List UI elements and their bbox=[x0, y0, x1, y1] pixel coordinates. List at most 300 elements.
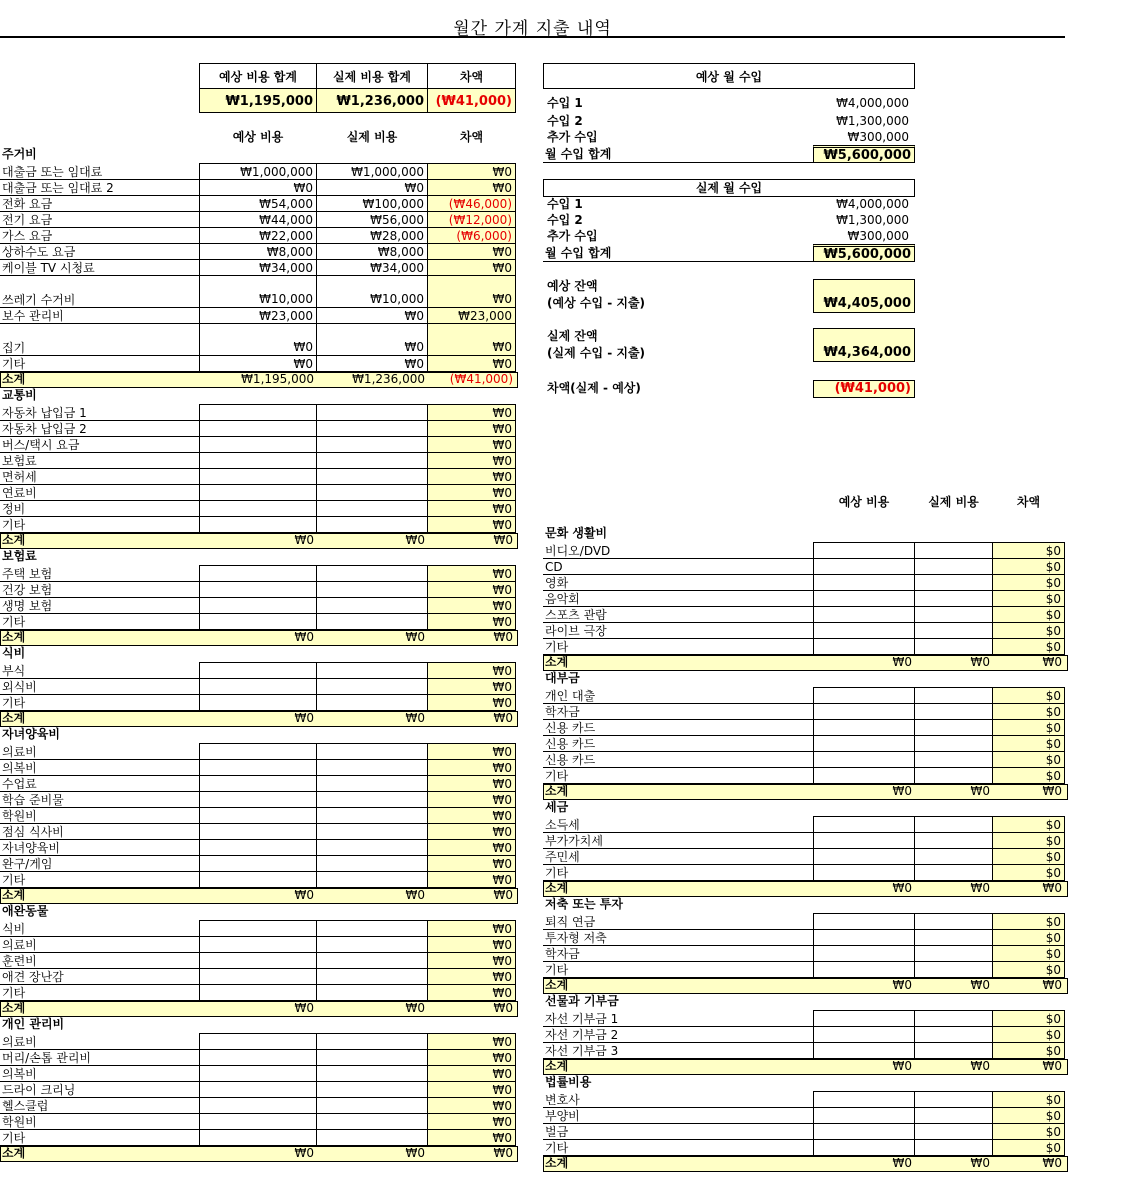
difference-cell: ₩0 bbox=[427, 1065, 516, 1082]
projected-cost-cell[interactable] bbox=[199, 984, 317, 1001]
projected-cost-cell[interactable] bbox=[813, 590, 915, 607]
projected-cost-cell[interactable] bbox=[199, 500, 317, 517]
projected-cost-cell[interactable] bbox=[199, 694, 317, 711]
subtotal-label: 소계 bbox=[545, 978, 569, 992]
projected-cost-cell[interactable] bbox=[813, 719, 915, 736]
projected-cost-cell[interactable] bbox=[813, 929, 915, 946]
subtotal-projected: ₩0 bbox=[892, 1059, 912, 1073]
actual-cost-cell[interactable]: ₩100,000 bbox=[316, 195, 428, 212]
projected-cost-cell[interactable] bbox=[813, 558, 915, 575]
projected-cost-cell[interactable]: ₩0 bbox=[199, 323, 317, 356]
difference-cell: ₩0 bbox=[427, 581, 516, 598]
row-label: 영화 bbox=[543, 574, 814, 591]
difference-cell: $0 bbox=[992, 1091, 1065, 1108]
subtotal-label: 소계 bbox=[2, 630, 26, 644]
projected-cost-cell[interactable] bbox=[199, 468, 317, 485]
projected-income-value-3[interactable]: ₩300,000 bbox=[847, 130, 909, 144]
actual-cost-cell[interactable] bbox=[316, 452, 428, 469]
actual-cost-cell[interactable] bbox=[914, 864, 993, 881]
actual-cost-cell[interactable] bbox=[316, 1049, 428, 1066]
difference-cell: ₩0 bbox=[427, 791, 516, 808]
section-title: 보험료 bbox=[2, 549, 37, 563]
subtotal-actual: ₩0 bbox=[405, 888, 425, 902]
actual-cost-cell[interactable]: ₩1,000,000 bbox=[316, 163, 428, 180]
row-label: 드라이 크리닝 bbox=[0, 1081, 199, 1098]
projected-cost-cell[interactable] bbox=[813, 622, 915, 639]
actual-cost-cell[interactable] bbox=[316, 662, 428, 679]
row-label: 신용 카드 bbox=[543, 751, 814, 768]
actual-cost-cell[interactable] bbox=[316, 807, 428, 824]
actual-cost-cell[interactable] bbox=[316, 775, 428, 792]
difference-cell: $0 bbox=[992, 1010, 1065, 1027]
summary-diff-total[interactable]: (₩41,000) bbox=[427, 88, 516, 113]
subtotal-actual: ₩0 bbox=[405, 533, 425, 547]
actual-cost-cell[interactable] bbox=[914, 1107, 993, 1124]
section-title: 문화 생활비 bbox=[545, 526, 608, 540]
actual-cost-cell[interactable] bbox=[316, 678, 428, 695]
actual-cost-cell[interactable] bbox=[914, 832, 993, 849]
row-label: 기타 bbox=[0, 694, 199, 711]
summary-actual-total[interactable]: ₩1,236,000 bbox=[316, 88, 428, 113]
row-label: 점심 식사비 bbox=[0, 823, 199, 840]
difference-cell: $0 bbox=[992, 719, 1065, 736]
actual-cost-cell[interactable] bbox=[914, 542, 993, 559]
projected-cost-cell[interactable] bbox=[813, 848, 915, 865]
difference-cell: $0 bbox=[992, 542, 1065, 559]
actual-cost-cell[interactable] bbox=[914, 590, 993, 607]
projected-cost-cell[interactable] bbox=[813, 687, 915, 704]
actual-cost-cell[interactable] bbox=[914, 1042, 993, 1059]
projected-cost-cell[interactable] bbox=[199, 662, 317, 679]
actual-income-value-2[interactable]: ₩1,300,000 bbox=[836, 213, 909, 227]
projected-cost-cell[interactable] bbox=[199, 807, 317, 824]
projected-cost-cell[interactable] bbox=[813, 816, 915, 833]
actual-cost-cell[interactable]: ₩0 bbox=[316, 179, 428, 196]
projected-cost-cell[interactable] bbox=[199, 823, 317, 840]
subtotal-actual: ₩0 bbox=[970, 1156, 990, 1170]
actual-income-title: 실제 월 수입 bbox=[543, 179, 915, 197]
actual-cost-cell[interactable]: ₩8,000 bbox=[316, 243, 428, 260]
row-label: 비디오/DVD bbox=[543, 542, 814, 559]
projected-cost-cell[interactable] bbox=[199, 484, 317, 501]
actual-cost-cell[interactable] bbox=[316, 759, 428, 776]
actual-cost-cell[interactable] bbox=[914, 929, 993, 946]
difference-cell: ₩0 bbox=[427, 613, 516, 630]
actual-cost-cell[interactable] bbox=[914, 816, 993, 833]
projected-cost-cell[interactable] bbox=[199, 436, 317, 453]
actual-cost-cell[interactable] bbox=[316, 436, 428, 453]
subtotal-difference: ₩0 bbox=[493, 888, 513, 902]
projected-cost-cell[interactable] bbox=[199, 613, 317, 630]
difference-cell: ₩0 bbox=[427, 920, 516, 937]
difference-cell: ₩0 bbox=[427, 452, 516, 469]
actual-balance-label: 실제 잔액 bbox=[547, 329, 598, 343]
subtotal-projected: ₩0 bbox=[294, 1001, 314, 1015]
actual-cost-cell[interactable]: ₩0 bbox=[316, 355, 428, 372]
actual-cost-cell[interactable] bbox=[316, 855, 428, 872]
difference-cell: $0 bbox=[992, 945, 1065, 962]
difference-cell: $0 bbox=[992, 606, 1065, 623]
row-label: 자동차 납입금 1 bbox=[0, 404, 199, 421]
actual-income-total-label: 월 수입 합계 bbox=[543, 246, 915, 262]
section-title: 개인 관리비 bbox=[2, 1017, 65, 1031]
row-label: 전화 요금 bbox=[0, 195, 199, 212]
difference-cell: $0 bbox=[992, 638, 1065, 655]
actual-cost-cell[interactable] bbox=[914, 913, 993, 930]
projected-cost-cell[interactable] bbox=[813, 1010, 915, 1027]
projected-cost-cell[interactable] bbox=[199, 936, 317, 953]
subtotal-projected: ₩1,195,000 bbox=[241, 372, 314, 386]
projected-cost-cell[interactable] bbox=[813, 864, 915, 881]
projected-cost-cell[interactable] bbox=[199, 516, 317, 533]
subtotal-actual: ₩1,236,000 bbox=[352, 372, 425, 386]
row-label: 면허세 bbox=[0, 468, 199, 485]
difference-cell: ₩0 bbox=[427, 484, 516, 501]
right-header-diff: 차액 bbox=[1016, 495, 1041, 509]
difference-cell: $0 bbox=[992, 1123, 1065, 1140]
projected-cost-cell[interactable] bbox=[813, 913, 915, 930]
actual-cost-cell[interactable]: ₩56,000 bbox=[316, 211, 428, 228]
summary-diff-header: 차액 bbox=[427, 63, 516, 89]
sheet-title: 월간 가계 지출 내역 bbox=[453, 19, 612, 39]
difference-cell: ₩0 bbox=[427, 839, 516, 856]
difference-cell: $0 bbox=[992, 558, 1065, 575]
difference-cell: ₩0 bbox=[427, 565, 516, 582]
row-label: 대출금 또는 임대료 2 bbox=[0, 179, 199, 196]
projected-cost-cell[interactable]: ₩10,000 bbox=[199, 275, 317, 308]
projected-income-label-1: 수입 1 bbox=[547, 96, 583, 110]
projected-cost-cell[interactable]: ₩0 bbox=[199, 355, 317, 372]
difference-cell: ₩0 bbox=[427, 743, 516, 760]
difference-cell: ₩0 bbox=[427, 404, 516, 421]
actual-cost-cell[interactable] bbox=[914, 961, 993, 978]
difference-cell: (₩46,000) bbox=[427, 195, 516, 212]
actual-cost-cell[interactable] bbox=[914, 751, 993, 768]
projected-cost-cell[interactable] bbox=[199, 420, 317, 437]
projected-cost-cell[interactable] bbox=[199, 1049, 317, 1066]
difference-cell: $0 bbox=[992, 864, 1065, 881]
projected-cost-cell[interactable] bbox=[199, 1033, 317, 1050]
actual-cost-cell[interactable] bbox=[316, 1129, 428, 1146]
actual-cost-cell[interactable] bbox=[316, 484, 428, 501]
difference-cell: ₩0 bbox=[427, 436, 516, 453]
actual-cost-cell[interactable] bbox=[316, 1113, 428, 1130]
section-title: 자녀양육비 bbox=[2, 727, 60, 741]
difference-cell: $0 bbox=[992, 832, 1065, 849]
summary-projected-total[interactable]: ₩1,195,000 bbox=[199, 88, 317, 113]
row-label: 학자금 bbox=[543, 945, 814, 962]
subtotal-difference: ₩0 bbox=[1042, 1156, 1062, 1170]
subtotal-actual: ₩0 bbox=[970, 881, 990, 895]
projected-cost-cell[interactable] bbox=[813, 1042, 915, 1059]
projected-cost-cell[interactable] bbox=[199, 855, 317, 872]
difference-cell: ₩0 bbox=[427, 952, 516, 969]
actual-cost-cell[interactable] bbox=[316, 404, 428, 421]
actual-cost-cell[interactable] bbox=[914, 558, 993, 575]
row-label: 신용 카드 bbox=[543, 719, 814, 736]
actual-cost-cell[interactable] bbox=[914, 1139, 993, 1156]
subtotal-label: 소계 bbox=[2, 1001, 26, 1015]
subtotal-actual: ₩0 bbox=[405, 1146, 425, 1160]
row-label: 기타 bbox=[0, 516, 199, 533]
projected-cost-cell[interactable] bbox=[199, 404, 317, 421]
actual-cost-cell[interactable] bbox=[316, 500, 428, 517]
section-title: 선물과 기부금 bbox=[545, 994, 619, 1008]
projected-cost-cell[interactable] bbox=[199, 565, 317, 582]
actual-cost-cell[interactable] bbox=[316, 565, 428, 582]
projected-cost-cell[interactable] bbox=[199, 1129, 317, 1146]
projected-cost-cell[interactable] bbox=[813, 1123, 915, 1140]
projected-cost-cell[interactable] bbox=[813, 767, 915, 784]
subtotal-projected: ₩0 bbox=[294, 533, 314, 547]
row-label: 기타 bbox=[0, 984, 199, 1001]
row-label: 자선 기부금 2 bbox=[543, 1026, 814, 1043]
actual-cost-cell[interactable] bbox=[914, 574, 993, 591]
difference-cell: ₩0 bbox=[427, 968, 516, 985]
difference-cell: ₩0 bbox=[427, 807, 516, 824]
difference-cell: ₩0 bbox=[427, 855, 516, 872]
row-label: 가스 요금 bbox=[0, 227, 199, 244]
actual-cost-cell[interactable] bbox=[316, 1081, 428, 1098]
projected-income-value-1[interactable]: ₩4,000,000 bbox=[836, 96, 909, 110]
projected-cost-cell[interactable] bbox=[199, 920, 317, 937]
projected-cost-cell[interactable] bbox=[199, 791, 317, 808]
actual-cost-cell[interactable] bbox=[914, 687, 993, 704]
subtotal-actual: ₩0 bbox=[405, 1001, 425, 1015]
actual-cost-cell[interactable]: ₩0 bbox=[316, 307, 428, 324]
actual-cost-cell[interactable] bbox=[914, 1123, 993, 1140]
subtotal-projected: ₩0 bbox=[892, 978, 912, 992]
actual-cost-cell[interactable] bbox=[914, 1091, 993, 1108]
actual-cost-cell[interactable] bbox=[316, 920, 428, 937]
projected-cost-cell[interactable] bbox=[813, 638, 915, 655]
row-label: 기타 bbox=[0, 1129, 199, 1146]
balance-difference-value[interactable]: (₩41,000) bbox=[813, 380, 915, 398]
projected-cost-cell[interactable] bbox=[199, 597, 317, 614]
actual-cost-cell[interactable]: ₩34,000 bbox=[316, 259, 428, 276]
difference-cell: ₩0 bbox=[427, 662, 516, 679]
row-label: 머리/손톱 관리비 bbox=[0, 1049, 199, 1066]
subtotal-actual: ₩0 bbox=[970, 655, 990, 669]
row-label: 기타 bbox=[543, 864, 814, 881]
projected-balance-value[interactable]: ₩4,405,000 bbox=[813, 279, 915, 313]
actual-cost-cell[interactable] bbox=[316, 791, 428, 808]
projected-cost-cell[interactable] bbox=[813, 832, 915, 849]
projected-cost-cell[interactable] bbox=[813, 1107, 915, 1124]
actual-cost-cell[interactable] bbox=[316, 936, 428, 953]
row-label: 자동차 납입금 2 bbox=[0, 420, 199, 437]
actual-cost-cell[interactable] bbox=[914, 1010, 993, 1027]
projected-cost-cell[interactable]: ₩44,000 bbox=[199, 211, 317, 228]
subtotal-actual: ₩0 bbox=[405, 711, 425, 725]
actual-cost-cell[interactable] bbox=[316, 597, 428, 614]
difference-cell: $0 bbox=[992, 622, 1065, 639]
row-label: 기타 bbox=[543, 1139, 814, 1156]
actual-cost-cell[interactable]: ₩28,000 bbox=[316, 227, 428, 244]
projected-cost-cell[interactable] bbox=[813, 1091, 915, 1108]
projected-cost-cell[interactable] bbox=[199, 1081, 317, 1098]
actual-income-label-1: 수입 1 bbox=[547, 197, 583, 211]
projected-cost-cell[interactable]: ₩54,000 bbox=[199, 195, 317, 212]
actual-cost-cell[interactable] bbox=[914, 622, 993, 639]
actual-cost-cell[interactable] bbox=[316, 968, 428, 985]
projected-cost-cell[interactable] bbox=[813, 945, 915, 962]
actual-cost-cell[interactable] bbox=[316, 581, 428, 598]
subtotal-label: 소계 bbox=[2, 711, 26, 725]
actual-cost-cell[interactable] bbox=[914, 703, 993, 720]
actual-cost-cell[interactable] bbox=[316, 984, 428, 1001]
difference-cell: ₩23,000 bbox=[427, 307, 516, 324]
row-label: 소득세 bbox=[543, 816, 814, 833]
subtotal-actual: ₩0 bbox=[405, 630, 425, 644]
row-label: 자선 기부금 1 bbox=[543, 1010, 814, 1027]
difference-cell: $0 bbox=[992, 1107, 1065, 1124]
projected-cost-cell[interactable] bbox=[199, 678, 317, 695]
actual-cost-cell[interactable] bbox=[316, 839, 428, 856]
subtotal-difference: ₩0 bbox=[493, 1001, 513, 1015]
actual-cost-cell[interactable] bbox=[316, 823, 428, 840]
difference-cell: ₩0 bbox=[427, 163, 516, 180]
projected-cost-cell[interactable] bbox=[813, 574, 915, 591]
projected-cost-cell[interactable]: ₩8,000 bbox=[199, 243, 317, 260]
projected-cost-cell[interactable] bbox=[813, 542, 915, 559]
actual-cost-cell[interactable] bbox=[914, 719, 993, 736]
actual-income-label-3: 추가 수입 bbox=[547, 229, 598, 243]
actual-income-value-3[interactable]: ₩300,000 bbox=[847, 229, 909, 243]
projected-cost-cell[interactable] bbox=[199, 1097, 317, 1114]
row-label: 기타 bbox=[0, 613, 199, 630]
difference-cell: ₩0 bbox=[427, 1081, 516, 1098]
difference-cell: ₩0 bbox=[427, 775, 516, 792]
row-label: 버스/택시 요금 bbox=[0, 436, 199, 453]
difference-cell: ₩0 bbox=[427, 936, 516, 953]
actual-cost-cell[interactable] bbox=[316, 516, 428, 533]
actual-cost-cell[interactable] bbox=[316, 694, 428, 711]
subtotal-label: 소계 bbox=[2, 1146, 26, 1160]
row-label: 의복비 bbox=[0, 1065, 199, 1082]
difference-cell: ₩0 bbox=[427, 323, 516, 356]
projected-cost-cell[interactable] bbox=[199, 871, 317, 888]
actual-cost-cell[interactable] bbox=[316, 613, 428, 630]
difference-cell: ₩0 bbox=[427, 1033, 516, 1050]
projected-cost-cell[interactable] bbox=[813, 606, 915, 623]
subtotal-difference: ₩0 bbox=[1042, 655, 1062, 669]
projected-cost-cell[interactable]: ₩0 bbox=[199, 179, 317, 196]
actual-cost-cell[interactable] bbox=[316, 468, 428, 485]
row-label: 전기 요금 bbox=[0, 211, 199, 228]
projected-cost-cell[interactable] bbox=[199, 1113, 317, 1130]
actual-cost-cell[interactable] bbox=[316, 743, 428, 760]
actual-cost-cell[interactable] bbox=[316, 871, 428, 888]
actual-cost-cell[interactable] bbox=[316, 1097, 428, 1114]
difference-cell: $0 bbox=[992, 590, 1065, 607]
projected-cost-cell[interactable] bbox=[813, 961, 915, 978]
actual-cost-cell[interactable] bbox=[316, 420, 428, 437]
actual-cost-cell[interactable] bbox=[914, 767, 993, 784]
difference-cell: ₩0 bbox=[427, 759, 516, 776]
projected-cost-cell[interactable] bbox=[199, 581, 317, 598]
projected-cost-cell[interactable] bbox=[199, 759, 317, 776]
row-label: 헬스클럽 bbox=[0, 1097, 199, 1114]
actual-cost-cell[interactable] bbox=[914, 945, 993, 962]
row-label: 의료비 bbox=[0, 743, 199, 760]
projected-income-value-2[interactable]: ₩1,300,000 bbox=[836, 114, 909, 128]
projected-balance-label: 예상 잔액 bbox=[547, 279, 598, 293]
actual-cost-cell[interactable] bbox=[316, 952, 428, 969]
balance-difference-label: 차액(실제 - 예상) bbox=[547, 381, 641, 395]
subtotal-label: 소계 bbox=[2, 533, 26, 547]
projected-cost-cell[interactable] bbox=[813, 1026, 915, 1043]
difference-cell: ₩0 bbox=[427, 871, 516, 888]
row-label: 쓰레기 수거비 bbox=[0, 275, 199, 308]
projected-cost-cell[interactable] bbox=[813, 1139, 915, 1156]
projected-income-label-2: 수입 2 bbox=[547, 114, 583, 128]
row-label: 주택 보험 bbox=[0, 565, 199, 582]
projected-cost-cell[interactable] bbox=[199, 952, 317, 969]
difference-cell: ₩0 bbox=[427, 694, 516, 711]
row-label: 생명 보험 bbox=[0, 597, 199, 614]
difference-cell: ₩0 bbox=[427, 259, 516, 276]
actual-cost-cell[interactable]: ₩0 bbox=[316, 323, 428, 356]
projected-income-title: 예상 월 수입 bbox=[543, 63, 915, 89]
projected-cost-cell[interactable] bbox=[199, 839, 317, 856]
actual-cost-cell[interactable] bbox=[914, 606, 993, 623]
subtotal-projected: ₩0 bbox=[892, 881, 912, 895]
projected-income-total-value[interactable]: ₩5,600,000 bbox=[813, 145, 915, 163]
difference-cell: ₩0 bbox=[427, 984, 516, 1001]
projected-cost-cell[interactable] bbox=[199, 452, 317, 469]
projected-cost-cell[interactable] bbox=[199, 743, 317, 760]
projected-cost-cell[interactable] bbox=[813, 703, 915, 720]
actual-cost-cell[interactable] bbox=[914, 638, 993, 655]
difference-cell: $0 bbox=[992, 848, 1065, 865]
difference-cell: ₩0 bbox=[427, 1129, 516, 1146]
actual-income-total-value[interactable]: ₩5,600,000 bbox=[813, 244, 915, 262]
difference-cell: ₩0 bbox=[427, 420, 516, 437]
row-label: 라이브 극장 bbox=[543, 622, 814, 639]
subtotal-projected: ₩0 bbox=[892, 655, 912, 669]
row-label: 부가가치세 bbox=[543, 832, 814, 849]
projected-cost-cell[interactable]: ₩22,000 bbox=[199, 227, 317, 244]
actual-balance-value[interactable]: ₩4,364,000 bbox=[813, 328, 915, 362]
row-label: 의료비 bbox=[0, 936, 199, 953]
projected-cost-cell[interactable] bbox=[199, 775, 317, 792]
projected-cost-cell[interactable] bbox=[199, 1065, 317, 1082]
actual-cost-cell[interactable] bbox=[316, 1033, 428, 1050]
actual-cost-cell[interactable] bbox=[914, 735, 993, 752]
row-label: 기타 bbox=[543, 638, 814, 655]
row-label: 상하수도 요금 bbox=[0, 243, 199, 260]
actual-cost-cell[interactable]: ₩10,000 bbox=[316, 275, 428, 308]
row-label: 기타 bbox=[543, 767, 814, 784]
difference-cell: (₩12,000) bbox=[427, 211, 516, 228]
subtotal-label: 소계 bbox=[545, 881, 569, 895]
subtotal-actual: ₩0 bbox=[970, 978, 990, 992]
actual-cost-cell[interactable] bbox=[914, 1026, 993, 1043]
actual-income-value-1[interactable]: ₩4,000,000 bbox=[836, 197, 909, 211]
actual-cost-cell[interactable] bbox=[316, 1065, 428, 1082]
projected-cost-cell[interactable] bbox=[199, 968, 317, 985]
projected-cost-cell[interactable]: ₩1,000,000 bbox=[199, 163, 317, 180]
projected-cost-cell[interactable] bbox=[813, 735, 915, 752]
projected-balance-sublabel: (예상 수입 - 지출) bbox=[547, 296, 646, 310]
left-header-diff: 차액 bbox=[459, 130, 484, 144]
projected-cost-cell[interactable]: ₩34,000 bbox=[199, 259, 317, 276]
projected-income-label-3: 추가 수입 bbox=[547, 130, 598, 144]
actual-cost-cell[interactable] bbox=[914, 848, 993, 865]
projected-cost-cell[interactable]: ₩23,000 bbox=[199, 307, 317, 324]
projected-cost-cell[interactable] bbox=[813, 751, 915, 768]
